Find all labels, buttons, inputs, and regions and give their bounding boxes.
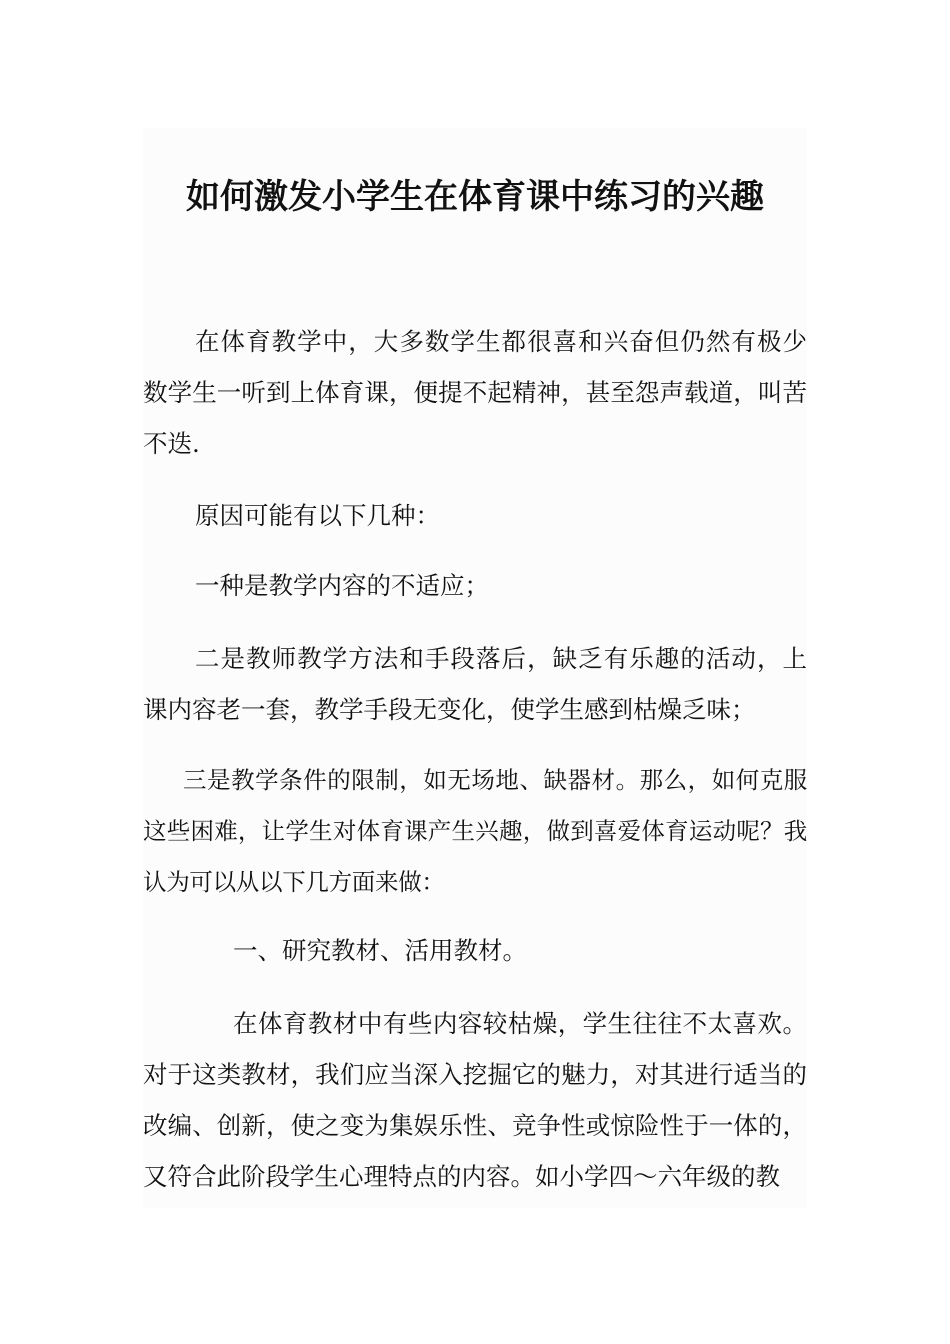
section-heading-one: 一、研究教材、活用教材。 — [233, 936, 527, 965]
paragraph-section-one-body: 在体育教材中有些内容较枯燥，学生往往不太喜欢。对于这类教材，我们应当深入挖掘它的魅力，对其进行适当的改编、创新，使之变为集娱乐性、竞争性或惊险性于一体的，又符合此阶段学生心理特点的内容。如小学四～六年级的教 — [143, 1009, 807, 1191]
document-title: 如何激发小学生在体育课中练习的兴趣 — [186, 177, 764, 217]
paragraph-intro: 在体育教学中，大多数学生都很喜和兴奋但仍然有极少数学生一听到上体育课，便提不起精神，甚至怨声载道，叫苦不迭. — [143, 327, 807, 458]
paragraph-reason-one: 一种是教学内容的不适应； — [195, 571, 489, 600]
paragraph-reasons-heading: 原因可能有以下几种： — [195, 501, 440, 530]
paragraph-reason-two: 二是教师教学方法和手段落后，缺乏有乐趣的活动，上课内容老一套，教学手段无变化，使学生感到枯燥乏味； — [143, 644, 807, 724]
paragraph-reason-three: 三是教学条件的限制，如无场地、缺器材。那么，如何克服这些困难，让学生对体育课产生兴趣，做到喜爱体育运动呢？我认为可以从以下几方面来做： — [143, 766, 807, 896]
